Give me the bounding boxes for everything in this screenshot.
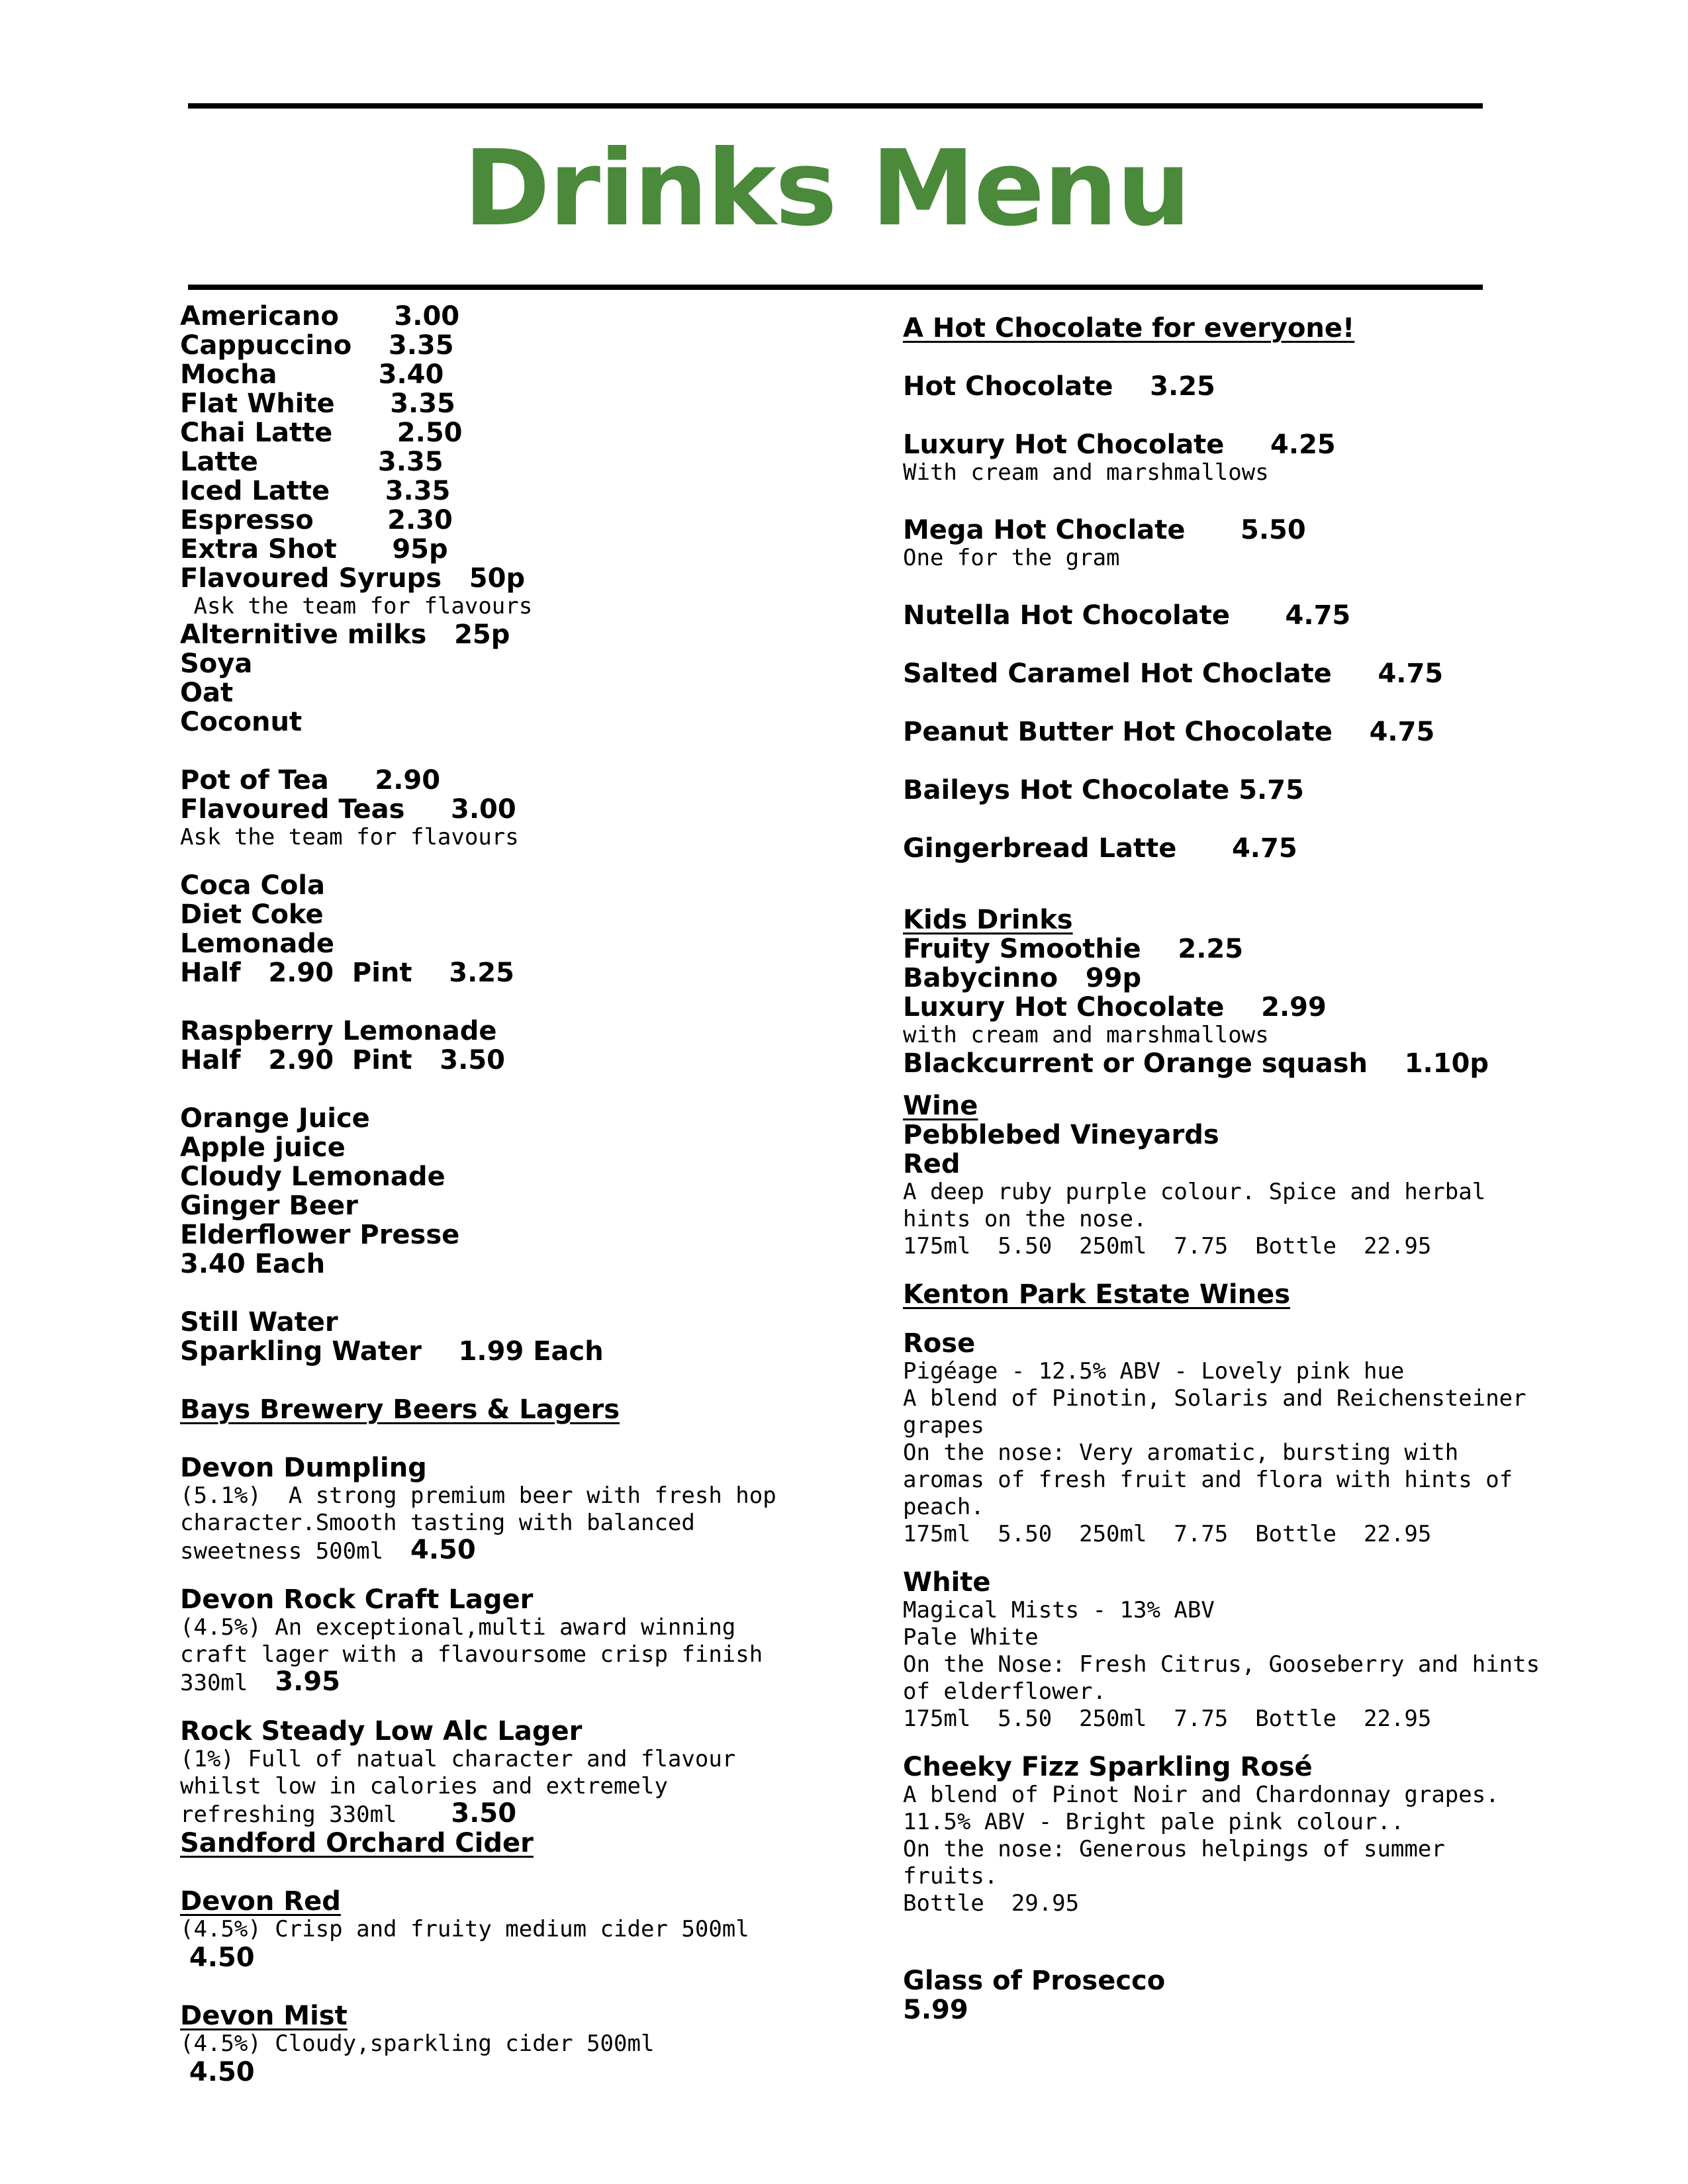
menu-item: Peanut Butter Hot Chocolate 4.75 [903,717,1435,747]
menu-item: Ginger Beer [180,1191,358,1221]
menu-item: Salted Caramel Hot Choclate 4.75 [903,659,1444,689]
wine-desc: hints on the nose. [903,1206,1147,1232]
menu-item: Alternitive milks 25p [180,619,510,650]
wine-name: Cheeky Fizz Sparkling Rosé [903,1752,1313,1782]
menu-item: Elderflower Presse [180,1220,460,1250]
menu-item: Latte 3.35 [180,447,444,477]
beer-desc: (4.5%) An exceptional,multi award winning [180,1614,736,1641]
section-heading: Kids Drinks [903,905,1073,935]
beer-desc: craft lager with a flavoursome crisp finish [180,1641,763,1668]
beer-price: 4.50 [410,1535,476,1565]
menu-note: With cream and marshmallows [903,459,1269,486]
cider-price: 4.50 [180,2057,255,2087]
wine-desc: 175ml 5.50 250ml 7.75 Bottle 22.95 [903,1233,1432,1259]
wine-desc: Pigéage - 12.5% ABV - Lovely pink hue [903,1358,1405,1385]
menu-item: Diet Coke [180,899,324,930]
wine-desc: A blend of Pinot Noir and Chardonnay grapes. [903,1782,1499,1808]
wine-name: White [903,1567,991,1598]
section-heading: Sandford Orchard Cider [180,1828,534,1858]
menu-item: Espresso 2.30 [180,505,453,535]
menu-item: Flat White 3.35 [180,388,455,419]
menu-item: Hot Chocolate 3.25 [903,371,1215,402]
wine-desc: fruits. [903,1863,998,1889]
cider-desc: (4.5%) Crisp and fruity medium cider 500ml [180,1916,749,1942]
tea-list [180,766,895,851]
menu-item: Nutella Hot Chocolate 4.75 [903,600,1351,631]
wine-desc: 11.5% ABV - Bright pale pink colour.. [903,1809,1405,1835]
right-column [903,314,1605,2025]
menu-item: Coca Cola [180,870,326,901]
beer-item [180,1717,895,1829]
menu-item: Raspberry Lemonade [180,1016,497,1046]
beer-name: Devon Dumpling [180,1453,427,1483]
menu-item: Flavoured Syrups 50p [180,563,526,594]
menu-item: Baileys Hot Chocolate 5.75 [903,775,1304,805]
menu-item: Gingerbread Latte 4.75 [903,833,1297,864]
beer-desc: sweetness 500ml [180,1538,410,1565]
menu-note: with cream and marshmallows [903,1022,1269,1048]
raspberry-lemonade [180,1017,895,1075]
menu-item: 3.40 Each [180,1249,326,1279]
wine-desc: grapes [903,1412,984,1439]
beer-desc: whilst low in calories and extremely [180,1773,668,1799]
section-heading: Kenton Park Estate Wines [903,1279,1291,1310]
menu-item: Still Water [180,1307,338,1338]
wine-name: Pebblebed Vineyards [903,1120,1219,1150]
beer-item [180,1585,895,1697]
wine-desc: of elderflower. [903,1678,1107,1705]
cider-item [180,2001,895,2087]
section-heading: Wine [903,1091,978,1121]
cider-desc: (4.5%) Cloudy,sparkling cider 500ml [180,2030,655,2057]
wine-name: Red [903,1149,961,1179]
menu-item: Orange Juice [180,1103,370,1134]
menu-note: Ask the team for flavours [180,824,519,850]
menu-item: Flavoured Teas 3.00 [180,794,516,825]
menu-item: Apple juice [180,1132,346,1163]
menu-item: Coconut [180,707,303,737]
wine-desc: aromas of fresh fruit and flora with hints of [903,1467,1513,1493]
top-divider [188,103,1483,109]
soft-drinks-list [180,871,895,987]
section-heading: A Hot Chocolate for everyone! [903,313,1355,343]
menu-item: Sparkling Water 1.99 Each [180,1336,604,1367]
menu-item: Chai Latte 2.50 [180,418,463,448]
cider-name: Devon Red [180,1886,341,1917]
menu-item: Cloudy Lemonade [180,1161,445,1192]
beer-desc: (5.1%) A strong premium beer with fresh hop [180,1482,776,1509]
menu-item: Half 2.90 Pint 3.50 [180,1045,505,1075]
section-heading: Bays Brewery Beers & Lagers [180,1394,620,1425]
menu-item: Half 2.90 Pint 3.25 [180,958,514,988]
wine-desc: On the Nose: Fresh Citrus, Gooseberry and hints [903,1651,1540,1678]
menu-item: Lemonade [180,929,335,959]
menu-item: Mocha 3.40 [180,359,444,390]
cider-price: 4.50 [180,1942,255,1973]
cider-item [180,1887,895,1972]
wine-desc: peach. [903,1494,984,1520]
beer-desc: refreshing 330ml [180,1801,451,1828]
page-title: Drinks Menu [463,128,1190,250]
menu-item: Luxury Hot Chocolate 2.99 [903,992,1327,1023]
wine-desc: 175ml 5.50 250ml 7.75 Bottle 22.95 [903,1706,1432,1732]
left-column [180,302,895,2087]
beer-item [180,1453,895,1565]
wine-desc: Pale White [903,1624,1039,1651]
wine-name: Rose [903,1328,976,1359]
juices-list [180,1104,895,1279]
menu-item: Fruity Smoothie 2.25 [903,934,1244,964]
wine-desc: A deep ruby purple colour. Spice and herbal [903,1179,1486,1205]
menu-item: Iced Latte 3.35 [180,476,451,506]
beer-desc: 330ml [180,1670,275,1696]
menu-item: Glass of Prosecco [903,1966,1166,1996]
beer-desc: character.Smooth tasting with balanced [180,1510,695,1536]
wine-desc: A blend of Pinotin, Solaris and Reichensteiner [903,1385,1526,1412]
wine-desc: 175ml 5.50 250ml 7.75 Bottle 22.95 [903,1521,1432,1547]
menu-item: Blackcurrent or Orange squash 1.10p [903,1048,1489,1079]
menu-item: Extra Shot 95p [180,534,448,565]
menu-item: Luxury Hot Chocolate 4.25 [903,430,1336,460]
title-bottom-divider [188,285,1483,290]
beer-price: 3.95 [275,1666,340,1697]
water-list [180,1308,895,1366]
coffee-list [180,302,895,737]
menu-item: Soya [180,649,253,679]
menu-note: One for the gram [903,545,1120,571]
beer-name: Rock Steady Low Alc Lager [180,1716,583,1747]
wine-desc: On the nose: Generous helpings of summer [903,1836,1445,1862]
beer-name: Devon Rock Craft Lager [180,1584,534,1615]
menu-item: Oat [180,678,234,708]
wine-desc: On the nose: Very aromatic, bursting with [903,1439,1459,1466]
menu-item: Babycinno 99p [903,963,1142,993]
beer-desc: (1%) Full of natual character and flavour [180,1746,736,1772]
menu-item: Cappuccino 3.35 [180,330,454,361]
menu-item: Mega Hot Choclate 5.50 [903,515,1306,545]
cider-name: Devon Mist [180,2001,348,2031]
menu-price: 5.99 [903,1995,968,2025]
menu-item: Pot of Tea 2.90 [180,765,441,796]
wine-desc: Magical Mists - 13% ABV [903,1597,1215,1623]
wine-desc: Bottle 29.95 [903,1890,1080,1917]
menu-item: Americano 3.00 [180,301,460,332]
menu-note: Ask the team for flavours [180,593,533,619]
beer-price: 3.50 [451,1798,517,1829]
